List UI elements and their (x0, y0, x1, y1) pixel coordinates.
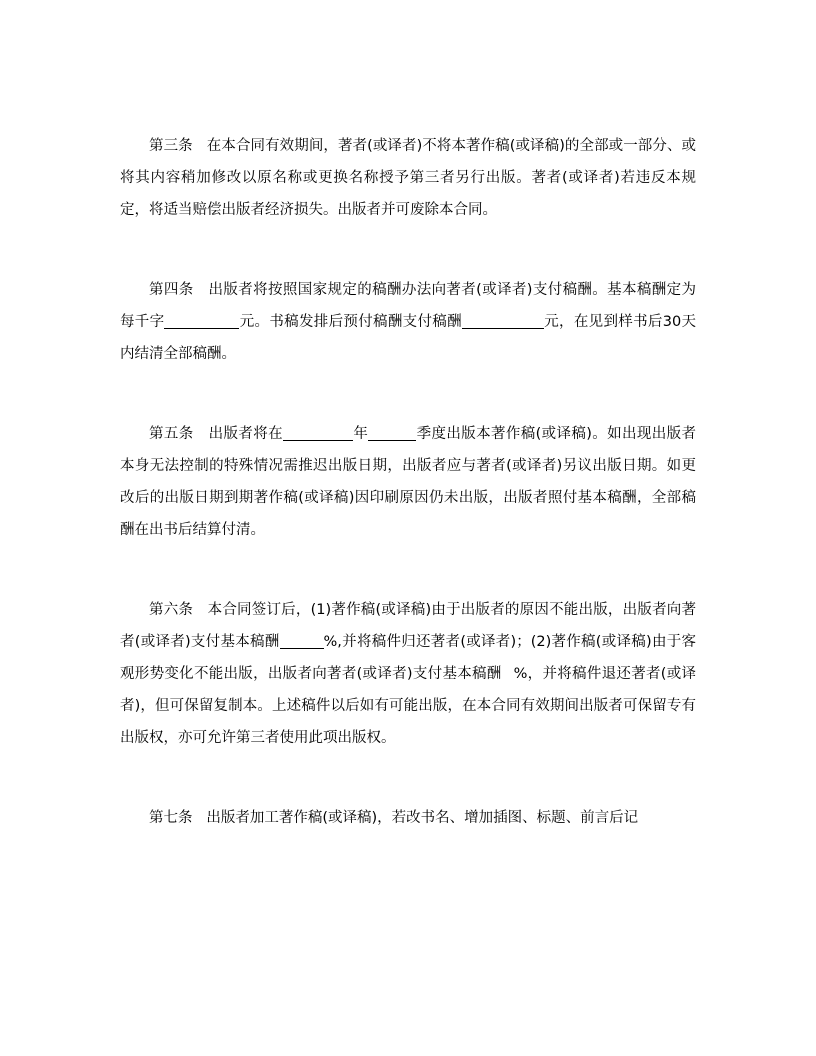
clause-number: 第四条 (149, 282, 194, 298)
fill-blank[interactable] (164, 312, 239, 329)
clause-number: 第六条 (149, 602, 194, 618)
clause-text: 在本合同有效期间，著者(或译者)不将本著作稿(或译稿)的全部或一部分、或将其内容稍加修改以原名称或更换名称授予第三者另行出版。著者(或译者)若违反本规定，将适当赔偿出版者经济损失。出版者并可废除本合同。 (120, 138, 697, 218)
clause-7 (120, 802, 696, 834)
clause-text: 元。书稿发排后预付稿酬支付稿酬 (239, 314, 462, 330)
clause-text: 本合同签订后，(1)著作稿(或译稿)由于出版者的原因不能出版，出版者向著者(或译者)支付基本稿酬 (120, 602, 696, 650)
fill-blank[interactable] (280, 632, 324, 649)
fill-blank[interactable] (502, 665, 514, 681)
fill-blank[interactable] (368, 424, 416, 441)
clause-text: 年 (352, 426, 369, 442)
document-body (120, 130, 696, 834)
clause-3 (120, 130, 696, 226)
clause-text: 出版者将按照国家规定的稿酬办法向著者(或译者)支付稿酬。基本稿酬定为每千字 (120, 282, 697, 330)
clause-number: 第七条 (149, 810, 193, 826)
clause-text: %，并将稿件退还著者(或译者)，但可保留复制本。上述稿件以后如有可能出版，在本合同有效期间出版者可保留专有出版权，亦可允许第三者使用此项出版权。 (120, 666, 697, 746)
clause-number: 第五条 (149, 426, 194, 442)
clause-6 (120, 594, 696, 754)
clause-text: 出版者加工著作稿(或译稿)，若改书名、增加插图、标题、前言后记 (206, 810, 639, 826)
clause-5 (120, 418, 696, 546)
clause-text: %,并将稿件归还著者(或译者)；(2)著作稿(或译稿)由于客观形势变化不能出版，出版者向著者(或译者)支付基本稿酬 (120, 634, 696, 682)
fill-blank[interactable] (462, 312, 544, 329)
clause-text: 元，在见到样书后30天内结清全部稿酬。 (120, 314, 697, 362)
clause-4 (120, 274, 696, 370)
clause-text: 季度出版本著作稿(或译稿)。如出现出版者本身无法控制的特殊情况需推迟出版日期，出版者应与著者(或译者)另议出版日期。如更改后的出版日期到期著作稿(或译稿)因印刷原因仍未出版，出版者照付基本稿酬，全部稿酬在出书后结算付清。 (120, 426, 697, 538)
clause-text: 出版者将在 (208, 426, 283, 442)
clause-number: 第三条 (149, 138, 193, 154)
fill-blank[interactable] (283, 424, 353, 441)
